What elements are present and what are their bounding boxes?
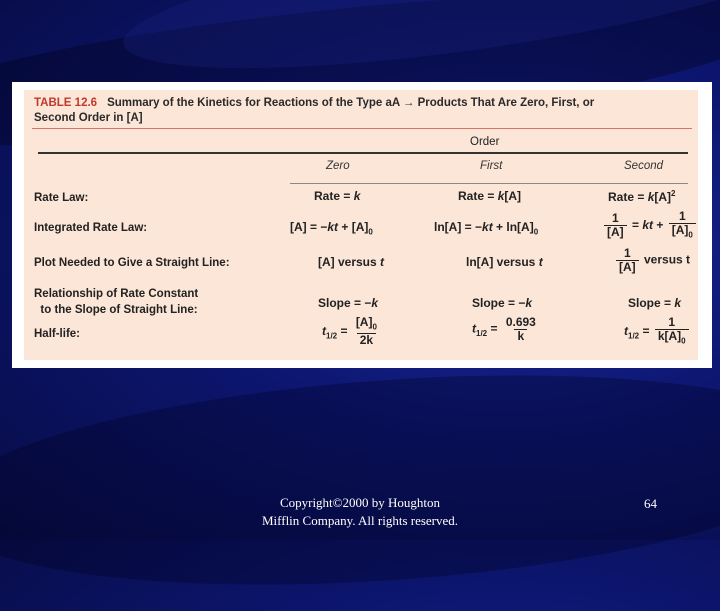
row-label-integrated-rate-law: Integrated Rate Law: <box>34 222 148 234</box>
column-header-divider <box>290 183 688 184</box>
table-number: TABLE 12.6 <box>34 97 98 109</box>
order-header: Order <box>470 136 500 148</box>
copyright-line1: Copyright©2000 by Houghton <box>279 495 441 510</box>
row-label-plot: Plot Needed to Give a Straight Line: <box>34 257 230 269</box>
copyright-line2: Mifflin Company. All rights reserved. <box>261 513 459 528</box>
table-image-panel <box>12 82 712 368</box>
caption-divider <box>32 128 692 129</box>
slope-second: Slope = k <box>628 296 682 310</box>
slope-first: Slope = −k <box>472 296 533 310</box>
row-label-rate-law: Rate Law: <box>34 192 89 204</box>
slope-zero: Slope = −k <box>318 296 379 310</box>
plot-first: ln[A] versus t <box>466 255 543 269</box>
half-life-zero: $t_{1/2}$ = $\frac{[A]_0}{2k}$ <box>322 315 377 348</box>
plot-zero: [A] versus t <box>318 255 385 269</box>
integrated-rate-law-zero: $[A] = -kt + [A]_0$ <box>290 220 373 237</box>
header-divider <box>38 152 688 154</box>
row-label-relationship: Relationship of Rate Constant to the Slope of Straight Line: <box>34 288 199 316</box>
half-life-second: $t_{1/2}$ = $\frac{1}{k[A]_0}$ <box>624 316 691 347</box>
kinetics-table <box>24 90 698 360</box>
caption-line2: Second Order in [A] <box>34 112 143 124</box>
rate-law-first: Rate = k[A] <box>458 189 522 203</box>
half-life-first: $t_{1/2}$ = $\frac{0.693}{k}$ <box>472 315 536 343</box>
copyright-footer <box>240 494 480 530</box>
row-label-half-life: Half-life: <box>34 328 80 340</box>
integrated-rate-law-first: $\ln[A] = -kt + \ln[A]_0$ <box>434 220 539 237</box>
column-header-zero: Zero <box>326 160 350 172</box>
caption-line1: Summary of the Kinetics for Reactions of the Type aA → Products That Are Zero, First, or <box>107 97 595 109</box>
rate-law-second: Rate = $k[A]^2$ <box>608 189 676 204</box>
column-header-second: Second <box>624 160 664 172</box>
page-number: 64 <box>644 496 657 511</box>
plot-second: $\frac{1}{[A]}$ versus t <box>614 247 690 274</box>
background-swoosh <box>0 349 720 611</box>
table-caption <box>34 96 684 126</box>
column-header-first: First <box>480 160 503 172</box>
integrated-rate-law-second: $\frac{1}{[A]}$ = kt + $\frac{1}{[A]_0}$ <box>602 210 698 241</box>
rate-law-zero: Rate = k <box>314 189 361 203</box>
